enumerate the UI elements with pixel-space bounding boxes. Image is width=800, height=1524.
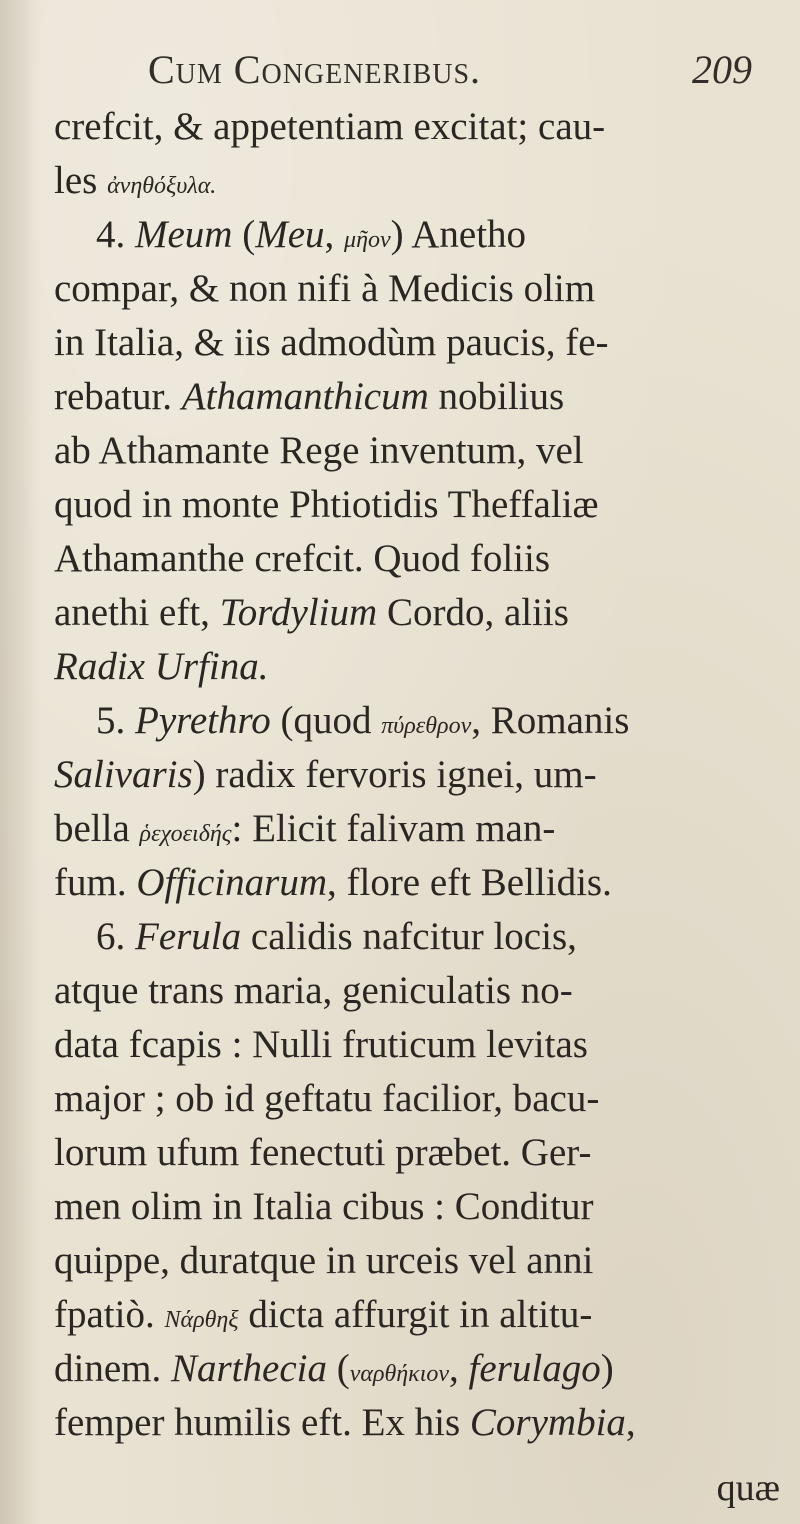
text-line bbox=[54, 748, 772, 802]
text-run: quippe, duratque in urceis vel anni bbox=[54, 1239, 594, 1282]
text-run: data fcapis : Nulli fruticum levitas bbox=[54, 1023, 588, 1066]
plant-name: Corymbia bbox=[469, 1401, 626, 1444]
plant-name: Tordylium bbox=[219, 591, 378, 634]
text-run: atque trans maria, geniculatis no- bbox=[54, 969, 573, 1012]
greek-term: ῥεχοειδής bbox=[139, 821, 232, 847]
text-line bbox=[54, 532, 772, 586]
text-run: rebatur. bbox=[54, 375, 182, 418]
text-line bbox=[54, 316, 772, 370]
text-run: anethi eft, bbox=[54, 591, 220, 634]
text-run: , bbox=[449, 1347, 469, 1390]
text-line bbox=[54, 478, 772, 532]
text-run: ( bbox=[326, 1347, 350, 1390]
text-run: nobilius bbox=[428, 375, 565, 418]
text-line bbox=[54, 694, 772, 748]
text-run: ( bbox=[232, 213, 256, 256]
text-line bbox=[54, 208, 772, 262]
text-run: ) Anetho bbox=[390, 213, 527, 256]
text-run: men olim in Italia cibus : Conditur bbox=[54, 1185, 594, 1228]
plant-name: Meum bbox=[135, 213, 233, 256]
text-run: dinem. bbox=[54, 1347, 171, 1390]
text-line bbox=[54, 100, 772, 154]
text-line bbox=[54, 802, 772, 856]
text-run: : Elicit falivam man- bbox=[231, 807, 556, 850]
text-run: Cordo, aliis bbox=[377, 591, 569, 634]
text-run: calidis nafcitur locis, bbox=[241, 915, 577, 958]
page-number: 209 bbox=[692, 47, 752, 92]
text-line bbox=[54, 1072, 772, 1126]
text-run: Athamanthe crefcit. Quod foliis bbox=[54, 537, 551, 580]
text-run: ) bbox=[600, 1347, 614, 1390]
text-line bbox=[54, 1396, 772, 1450]
text-line bbox=[54, 964, 772, 1018]
plant-name: Radix Urfina. bbox=[54, 645, 269, 688]
text-line bbox=[54, 586, 772, 640]
page-fold-shadow bbox=[0, 0, 40, 1524]
text-run: crefcit, & appetentiam excitat; cau- bbox=[54, 105, 606, 148]
text-line bbox=[54, 910, 772, 964]
text-run: dicta affurgit in altitu- bbox=[238, 1293, 593, 1336]
text-run: , bbox=[324, 213, 345, 256]
greek-term: ναρθήκιον bbox=[349, 1361, 450, 1387]
plant-name: ferulago bbox=[468, 1347, 601, 1390]
item-number: 5. bbox=[96, 699, 135, 742]
text-run: ab Athamante Rege inventum, vel bbox=[54, 429, 584, 472]
text-line bbox=[54, 640, 772, 694]
text-run: quod in monte Phtiotidis Theffaliæ bbox=[54, 483, 599, 526]
text-run: , flore eft Bellidis. bbox=[327, 861, 612, 904]
text-line bbox=[54, 1342, 772, 1396]
text-line bbox=[54, 1018, 772, 1072]
text-run: , bbox=[625, 1401, 636, 1444]
page-header bbox=[54, 40, 772, 98]
text-run: bella bbox=[54, 807, 140, 850]
catchword: quæ bbox=[716, 1467, 780, 1509]
greek-term: πύρεθρον bbox=[381, 713, 472, 739]
text-run: , Romanis bbox=[471, 699, 630, 742]
text-line bbox=[54, 262, 772, 316]
plant-name: Athamanthicum bbox=[181, 375, 429, 418]
greek-term: μῆον bbox=[344, 227, 391, 253]
greek-term: Νάρθηξ bbox=[164, 1307, 239, 1333]
text-line bbox=[54, 154, 772, 208]
text-run: femper humilis eft. Ex his bbox=[54, 1401, 470, 1444]
text-line bbox=[54, 424, 772, 478]
text-line bbox=[54, 856, 772, 910]
text-run: (quod bbox=[270, 699, 382, 742]
body-text bbox=[54, 100, 772, 1450]
text-run: fum. bbox=[54, 861, 137, 904]
text-line bbox=[54, 1180, 772, 1234]
plant-name: Narthecia bbox=[170, 1347, 327, 1390]
greek-term: ἀνηθόξυλα. bbox=[107, 173, 217, 199]
text-run: major ; ob id geftatu facilior, bacu- bbox=[54, 1077, 600, 1120]
text-line bbox=[54, 370, 772, 424]
plant-name: Meu bbox=[255, 213, 325, 256]
item-number: 4. bbox=[96, 213, 135, 256]
plant-name: Salivaris bbox=[54, 753, 193, 796]
text-run: fpatiò. bbox=[54, 1293, 165, 1336]
text-run: les bbox=[54, 159, 108, 202]
text-line bbox=[54, 1234, 772, 1288]
item-number: 6. bbox=[96, 915, 135, 958]
text-line bbox=[54, 1126, 772, 1180]
text-run: ) radix fervoris ignei, um- bbox=[192, 753, 597, 796]
text-run: compar, & non nifi à Medicis olim bbox=[54, 267, 596, 310]
plant-name: Officinarum bbox=[136, 861, 327, 904]
text-line bbox=[54, 1288, 772, 1342]
plant-name: Pyrethro bbox=[135, 699, 271, 742]
running-head: Cum Congeneribus. bbox=[148, 47, 482, 92]
plant-name: Ferula bbox=[135, 915, 242, 958]
text-run: in Italia, & iis admodùm paucis, fe- bbox=[54, 321, 609, 364]
text-run: lorum ufum fenectuti præbet. Ger- bbox=[54, 1131, 592, 1174]
